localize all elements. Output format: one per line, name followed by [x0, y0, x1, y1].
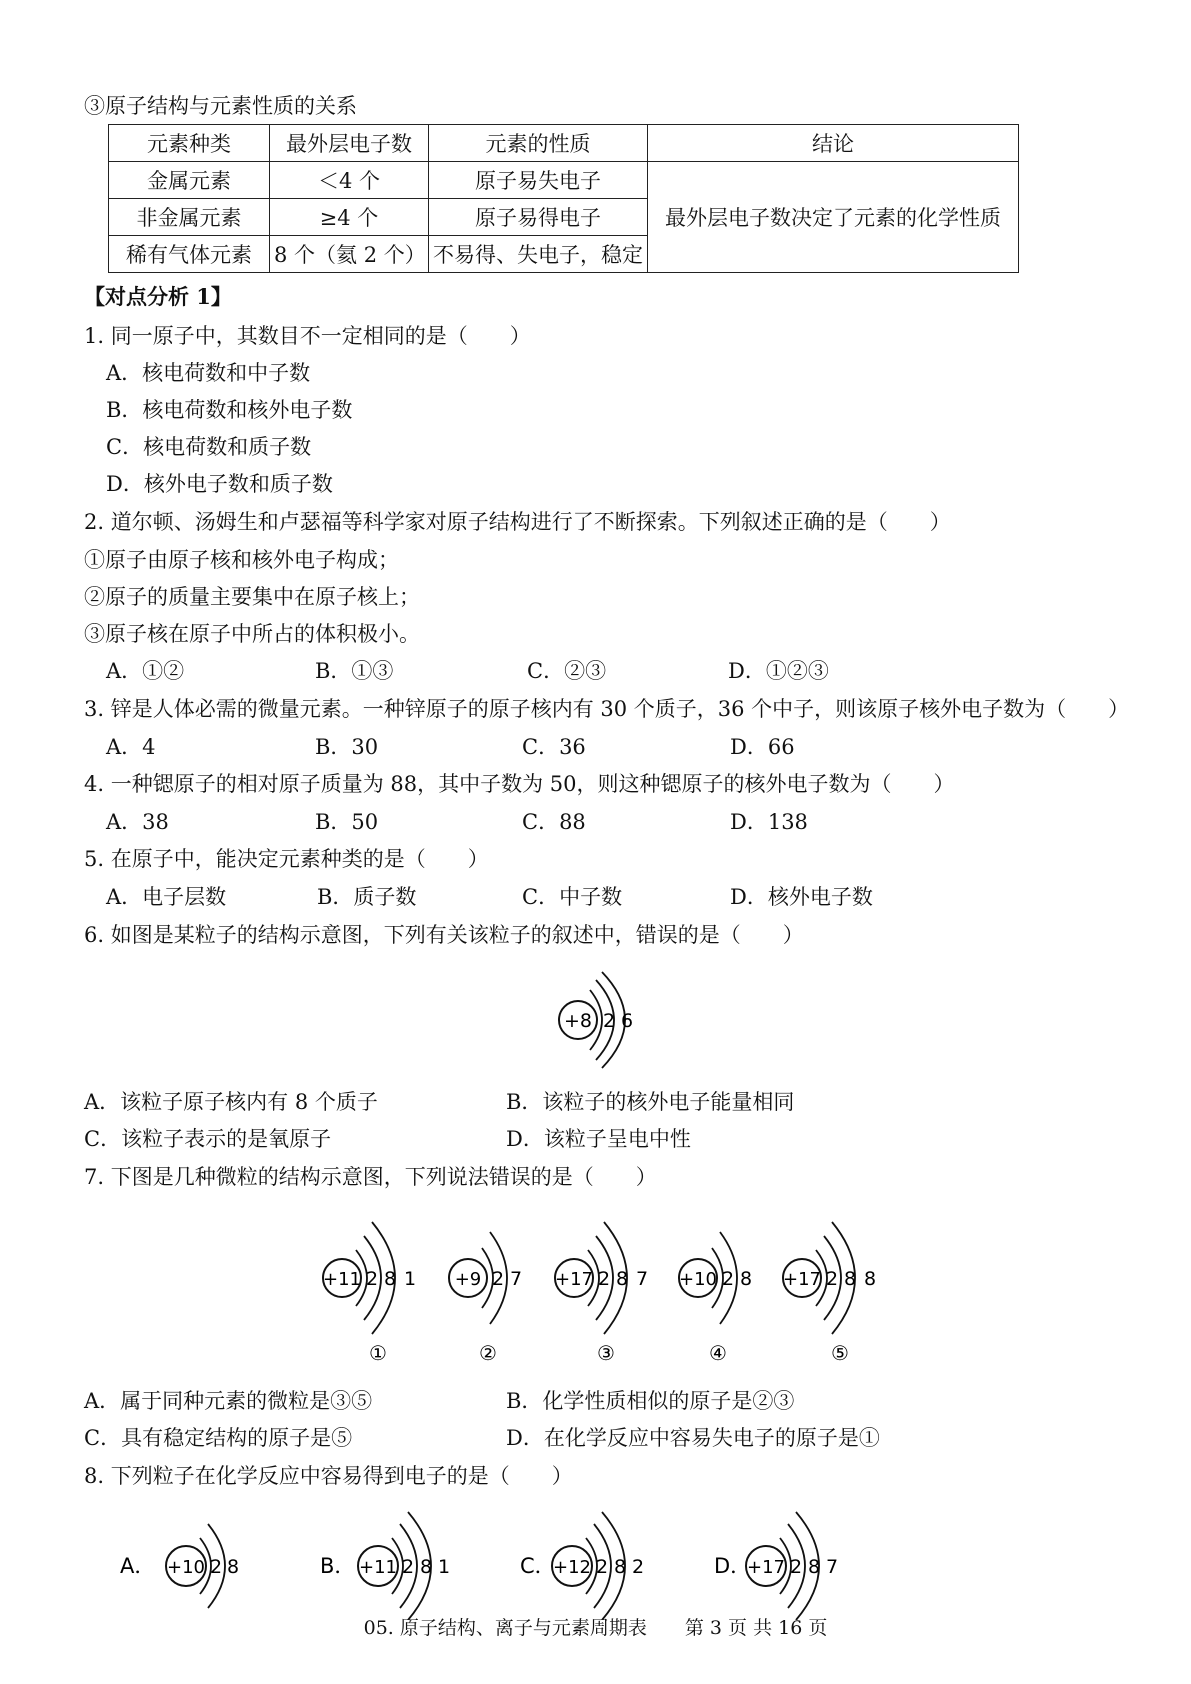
question-7-stem: 7. 下图是几种微粒的结构示意图，下列说法错误的是（ ）	[84, 1165, 657, 1189]
q3-option-a: A．4	[106, 735, 156, 759]
nucleus-charge: +8	[563, 1010, 593, 1032]
shell-electrons: 2	[401, 1556, 415, 1578]
shell-electrons: 8	[613, 1556, 627, 1578]
option-letter: A．	[120, 1554, 156, 1578]
question-3-stem: 3. 锌是人体必需的微量元素。一种锌原子的原子核内有 30 个质子，36 个中子，则该原子核外电子数为（ ）	[84, 697, 1130, 721]
shell-electrons: 2	[491, 1268, 505, 1290]
table-cell: ＜4 个	[270, 162, 429, 199]
q1-option-b: B．核电荷数和核外电子数	[106, 398, 353, 422]
table-header-row	[109, 125, 1019, 162]
q2-option-d: D．①②③	[728, 659, 829, 683]
shell-electrons: 2	[602, 1010, 616, 1032]
analysis-title: 【对点分析 1】	[84, 284, 232, 309]
q2-statement-3: ③原子核在原子中所占的体积极小。	[84, 622, 420, 646]
diagram-label: ③	[597, 1341, 615, 1365]
q6-option-d: D．该粒子呈电中性	[506, 1127, 691, 1151]
option-letter: C．	[520, 1554, 556, 1578]
table-cell: 稀有气体元素	[109, 236, 270, 273]
shell-electrons: 7	[509, 1268, 523, 1290]
table-cell: 金属元素	[109, 162, 270, 199]
q5-option-d: D．核外电子数	[730, 885, 873, 909]
q7-diagram-1	[323, 1222, 416, 1365]
nucleus-charge: +9	[454, 1269, 482, 1290]
q2-statement-2: ②原子的质量主要集中在原子核上；	[84, 585, 420, 609]
nucleus-charge: +12	[553, 1557, 591, 1578]
nucleus-charge: +17	[555, 1269, 593, 1290]
table-cell: 非金属元素	[109, 199, 270, 236]
question-4-stem: 4. 一种锶原子的相对原子质量为 88，其中子数为 50，则这种锶原子的核外电子数为（ ）	[84, 772, 955, 796]
q8-option-b	[320, 1512, 450, 1620]
q8-options-diagrams	[120, 1510, 880, 1620]
shell-electrons: 2	[631, 1556, 645, 1578]
q2-option-b: B．①③	[315, 659, 394, 683]
shell-electrons: 2	[595, 1556, 609, 1578]
q7-diagram-4	[679, 1232, 752, 1365]
q8-option-d	[714, 1512, 838, 1620]
q4-option-d: D．138	[730, 810, 808, 834]
section-heading: ③原子结构与元素性质的关系	[84, 94, 357, 118]
nucleus-charge: +17	[747, 1557, 785, 1578]
nucleus-charge: +11	[359, 1557, 397, 1578]
table-cell: ≥4 个	[270, 199, 429, 236]
question-5-stem: 5. 在原子中，能决定元素种类的是（ ）	[84, 847, 489, 871]
option-letter: B．	[320, 1554, 356, 1578]
shell-electrons: 8	[843, 1268, 857, 1290]
table-conclusion: 最外层电子数决定了元素的化学性质	[648, 162, 1019, 273]
diagram-label: ④	[709, 1341, 727, 1365]
question-1-stem: 1. 同一原子中，其数目不一定相同的是（ ）	[84, 324, 531, 348]
table-header: 元素种类	[109, 125, 270, 162]
q1-option-d: D．核外电子数和质子数	[106, 472, 333, 496]
table-row	[109, 162, 1019, 199]
table-cell: 不易得、失电子，稳定	[429, 236, 648, 273]
shell-electrons: 7	[825, 1556, 839, 1578]
q6-option-a: A．该粒子原子核内有 8 个质子	[84, 1090, 378, 1114]
diagram-label: ②	[479, 1341, 497, 1365]
shell-electrons: 8	[807, 1556, 821, 1578]
shell-electrons: 2	[209, 1556, 223, 1578]
q3-option-b: B．30	[315, 735, 379, 759]
diagram-label: ①	[369, 1341, 387, 1365]
shell-electrons: 1	[403, 1268, 417, 1290]
q5-option-c: C．中子数	[522, 885, 623, 909]
diagram-label: ⑤	[831, 1341, 849, 1365]
q7-option-d: D．在化学反应中容易失电子的原子是①	[506, 1426, 880, 1450]
q2-option-c: C．②③	[527, 659, 607, 683]
shell-electrons: 2	[365, 1268, 379, 1290]
q1-option-c: C．核电荷数和质子数	[106, 435, 312, 459]
q6-atom-diagram	[540, 968, 660, 1088]
question-8-stem: 8. 下列粒子在化学反应中容易得到电子的是（ ）	[84, 1464, 573, 1488]
q6-option-b: B．该粒子的核外电子能量相同	[506, 1090, 795, 1114]
q7-diagram-3	[555, 1222, 648, 1365]
question-6-stem: 6. 如图是某粒子的结构示意图，下列有关该粒子的叙述中，错误的是（ ）	[84, 923, 804, 947]
q8-option-a	[120, 1524, 239, 1608]
shell-electrons: 2	[597, 1268, 611, 1290]
shell-electrons: 8	[226, 1556, 240, 1578]
nucleus-charge: +17	[783, 1269, 821, 1290]
page-footer: 05. 原子结构、离子与元素周期表 第 3 页 共 16 页	[363, 1617, 828, 1639]
option-letter: D．	[714, 1554, 752, 1578]
shell-electrons: 2	[825, 1268, 839, 1290]
shell-electrons: 8	[383, 1268, 397, 1290]
shell-electrons: 6	[620, 1010, 634, 1032]
q2-statement-1: ①原子由原子核和核外电子构成；	[84, 548, 399, 572]
shell-electrons: 8	[863, 1268, 877, 1290]
table-cell: 原子易失电子	[429, 162, 648, 199]
shell-electrons: 2	[789, 1556, 803, 1578]
q7-diagram-5	[783, 1222, 876, 1365]
q3-option-d: D．66	[730, 735, 795, 759]
q4-option-b: B．50	[315, 810, 379, 834]
table-cell: 8 个（氦 2 个）	[270, 236, 429, 273]
q3-option-c: C．36	[522, 735, 586, 759]
nucleus-charge: +10	[679, 1269, 717, 1290]
q7-option-a: A．属于同种元素的微粒是③⑤	[84, 1389, 373, 1413]
table-header: 最外层电子数	[270, 125, 429, 162]
q7-option-c: C．具有稳定结构的原子是⑤	[84, 1426, 353, 1450]
q1-option-a: A．核电荷数和中子数	[106, 361, 311, 385]
table-cell: 原子易得电子	[429, 199, 648, 236]
q6-option-c: C．该粒子表示的是氧原子	[84, 1127, 332, 1151]
nucleus-charge: +11	[323, 1269, 361, 1290]
q7-option-b: B．化学性质相似的原子是②③	[506, 1389, 795, 1413]
question-2-stem: 2. 道尔顿、汤姆生和卢瑟福等科学家对原子结构进行了不断探索。下列叙述正确的是（ ）	[84, 510, 951, 534]
table-header: 结论	[648, 125, 1019, 162]
q5-option-b: B．质子数	[317, 885, 417, 909]
shell-electrons: 7	[635, 1268, 649, 1290]
shell-electrons: 8	[739, 1268, 753, 1290]
q4-option-c: C．88	[522, 810, 586, 834]
shell-electrons: 8	[419, 1556, 433, 1578]
q2-option-a: A．①②	[106, 659, 185, 683]
table-header: 元素的性质	[429, 125, 648, 162]
q7-diagram-2	[449, 1232, 522, 1365]
q8-option-c	[520, 1512, 644, 1620]
nucleus-charge: +10	[167, 1557, 205, 1578]
relation-table	[108, 124, 1019, 273]
shell-electrons: 8	[615, 1268, 629, 1290]
shell-electrons: 2	[721, 1268, 735, 1290]
q4-option-a: A．38	[106, 810, 169, 834]
q5-option-a: A．电子层数	[106, 885, 227, 909]
shell-electrons: 1	[437, 1556, 451, 1578]
q7-atom-diagrams	[318, 1208, 898, 1368]
